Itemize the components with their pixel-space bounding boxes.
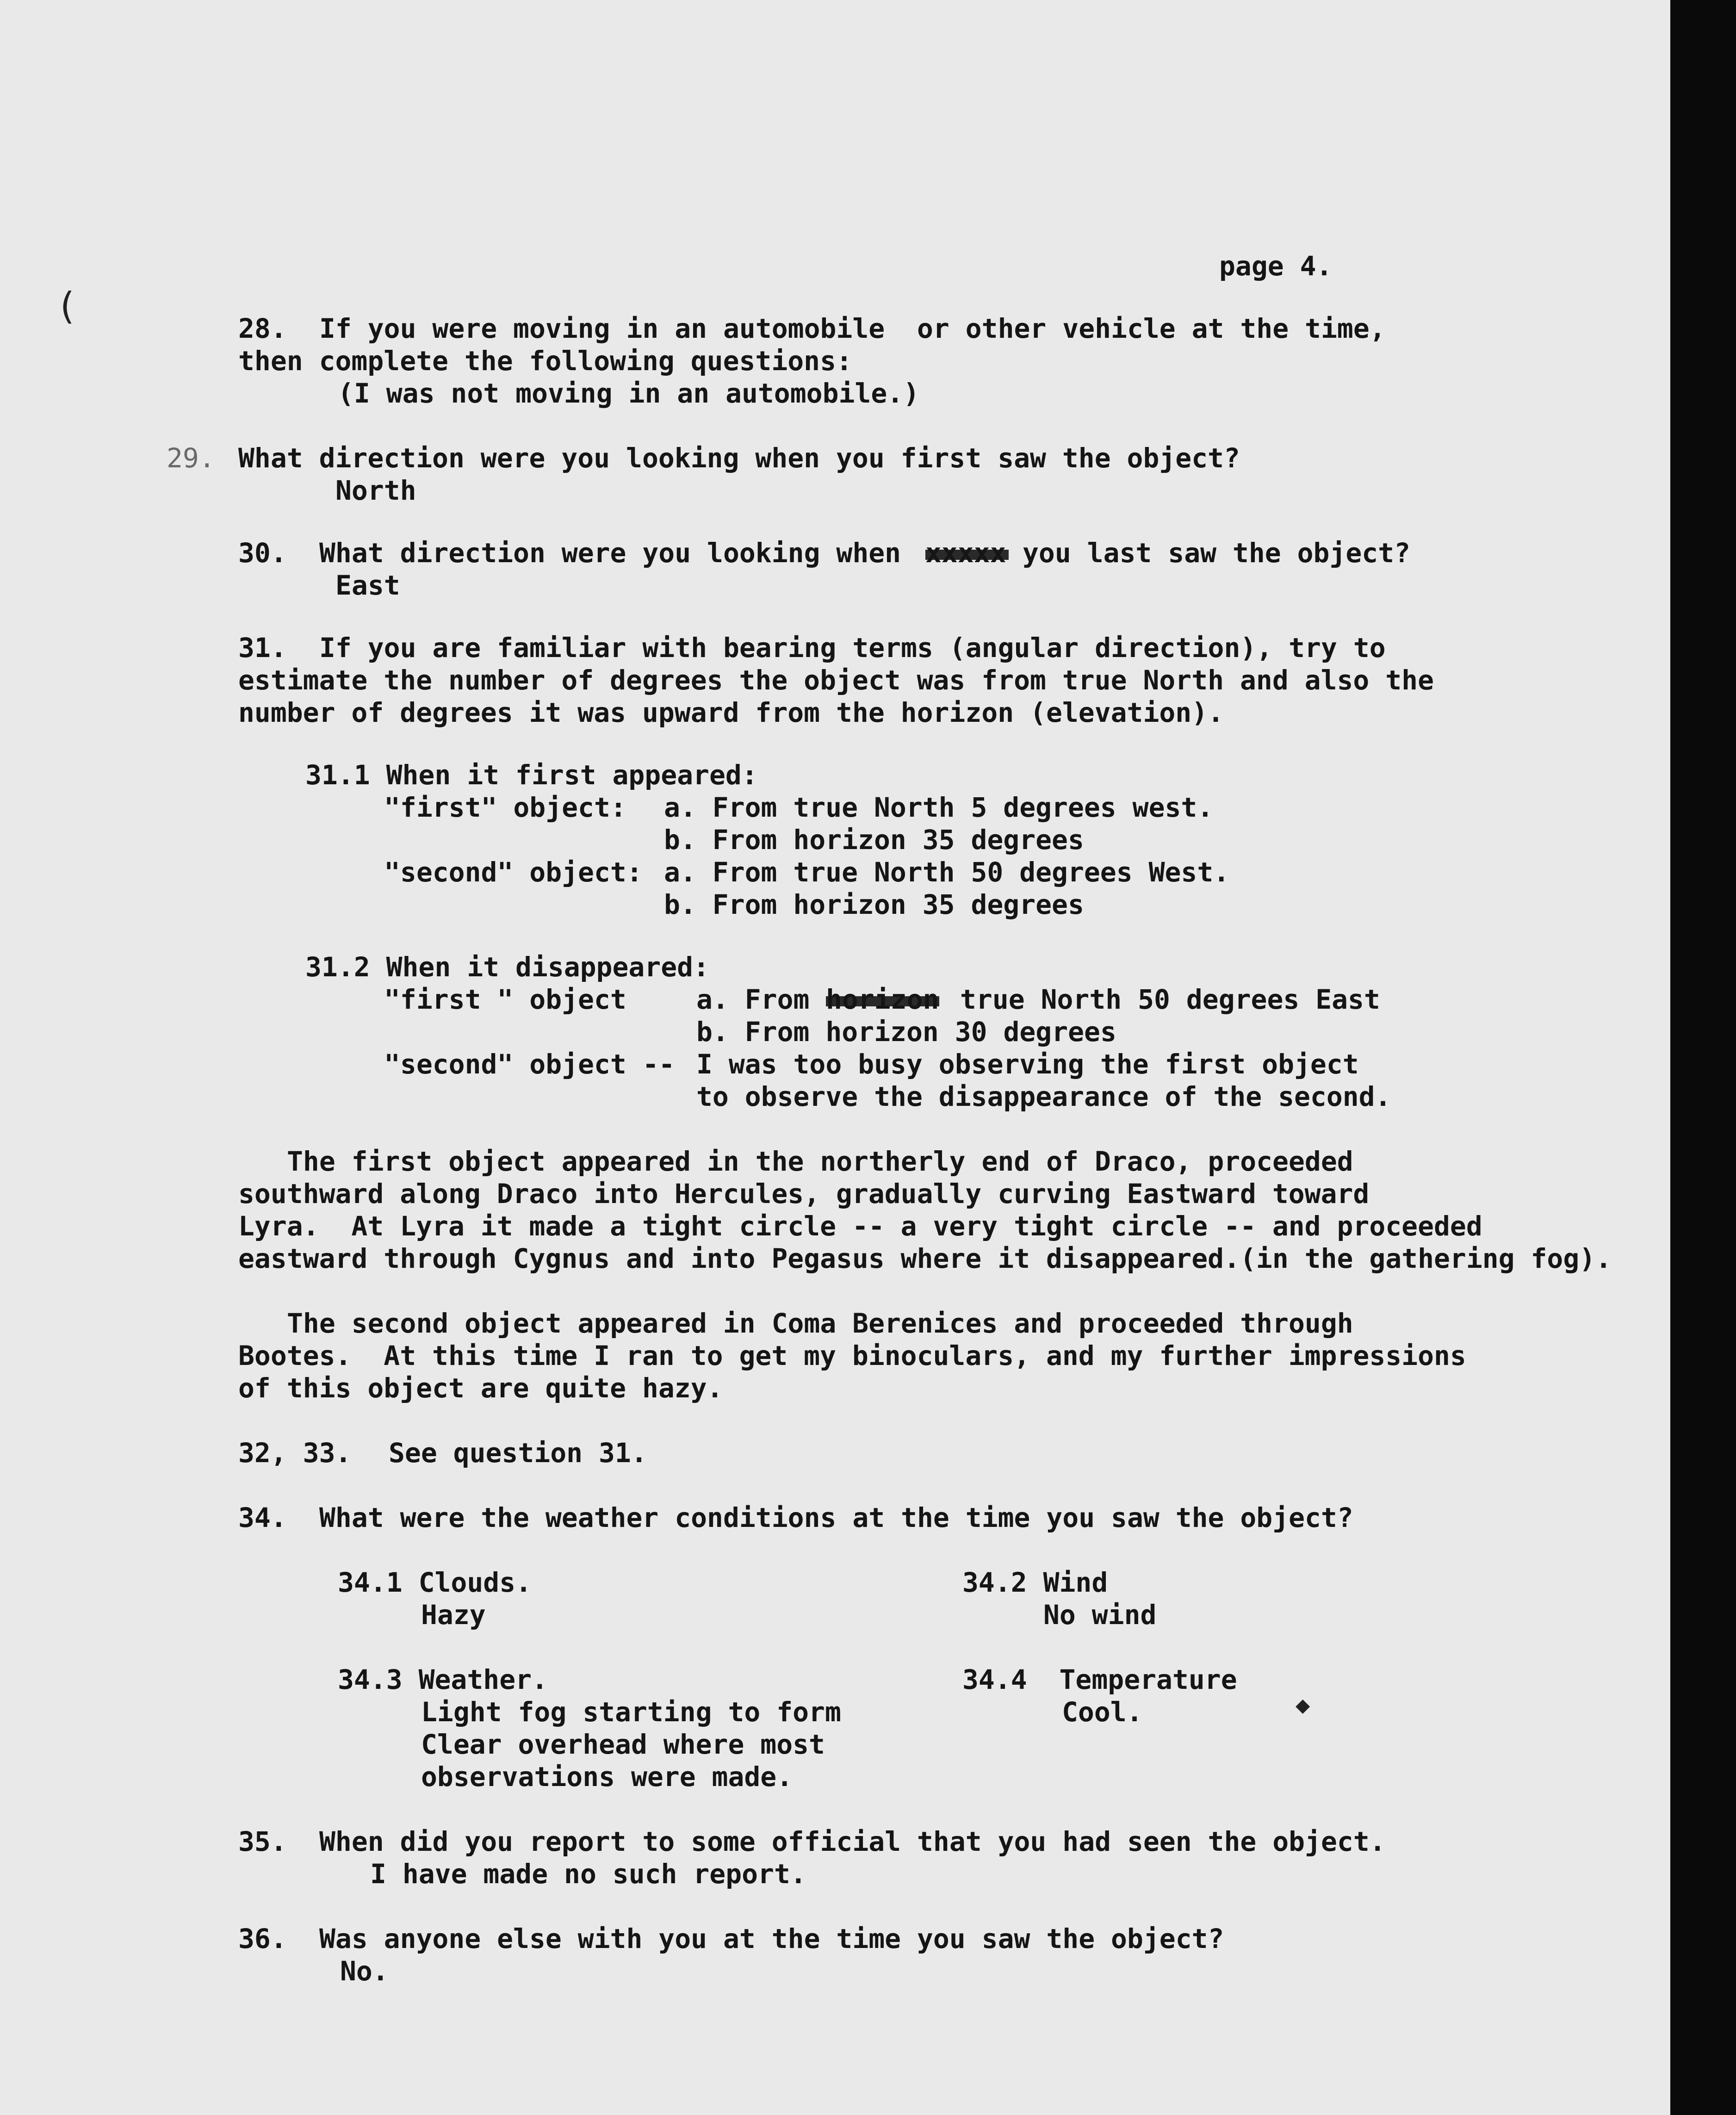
page-number: page 4. xyxy=(1219,250,1333,282)
q31-number: 31. xyxy=(238,632,287,664)
q30-line-1a: What direction were you looking when xyxy=(319,537,901,569)
q31-1-first-b: b. From horizon 35 degrees xyxy=(664,824,1084,856)
q31-2-first-label: "first " object xyxy=(384,984,626,1015)
q34-2-value: No wind xyxy=(1043,1599,1157,1631)
q34-1-label: 34.1 Clouds. xyxy=(338,1567,532,1598)
q31-1-second-a: a. From true North 50 degrees West. xyxy=(664,856,1230,888)
q34-number: 34. xyxy=(238,1502,287,1533)
q31-1-second-b: b. From horizon 35 degrees xyxy=(664,889,1084,920)
q31-1-second-label: "second" object: xyxy=(384,856,643,888)
q32-33-number: 32, 33. xyxy=(238,1437,352,1469)
q34-4-label: 34.4 Temperature xyxy=(962,1664,1237,1695)
q31-2-second-line-1: I was too busy observing the first object xyxy=(696,1048,1359,1080)
q31-1-first-a: a. From true North 5 degrees west. xyxy=(664,792,1214,823)
q29-answer: North xyxy=(335,475,416,506)
para2-line-2: Bootes. At this time I ran to get my binoculars, and my further impressions xyxy=(238,1340,1466,1371)
q35-answer: I have made no such report. xyxy=(370,1858,806,1890)
q28-line-2: then complete the following questions: xyxy=(238,345,852,377)
q34-4-value: Cool. xyxy=(1062,1696,1143,1728)
q31-2-heading: 31.2 When it disappeared: xyxy=(305,951,709,983)
q28-answer: (I was not moving in an automobile.) xyxy=(338,378,920,409)
q29-line-1: What direction were you looking when you first saw the object? xyxy=(238,442,1240,474)
q31-2-first-a-pre: a. From xyxy=(696,984,810,1015)
q29-number: 29. xyxy=(167,442,215,474)
q35-number: 35. xyxy=(238,1826,287,1857)
q31-line-1: If you are familiar with bearing terms (angular direction), try to xyxy=(319,632,1386,664)
q30-line-1b: you last saw the object? xyxy=(1023,537,1411,569)
q30-answer: East xyxy=(335,570,400,601)
para2-line-1: The second object appeared in Coma Berenices and proceeded through xyxy=(287,1308,1353,1339)
q36-number: 36. xyxy=(238,1923,287,1954)
q36-answer: No. xyxy=(340,1955,389,1987)
q34-3-line-2: Clear overhead where most xyxy=(421,1729,825,1760)
q36-line-1: Was anyone else with you at the time you saw the object? xyxy=(319,1923,1224,1954)
q30-strikeout xyxy=(925,550,1009,560)
para1-line-4: eastward through Cygnus and into Pegasus where it disappeared.(in the gathering fog). xyxy=(238,1243,1612,1274)
q34-3-line-1: Light fog starting to form xyxy=(421,1696,841,1728)
margin-parenthesis-mark: ( xyxy=(56,285,78,328)
q31-2-strikeout xyxy=(826,996,939,1006)
para1-line-3: Lyra. At Lyra it made a tight circle -- a very tight circle -- and proceeded xyxy=(238,1210,1482,1242)
q31-line-3: number of degrees it was upward from the horizon (elevation). xyxy=(238,697,1224,728)
para1-line-1: The first object appeared in the northerly end of Draco, proceeded xyxy=(287,1146,1353,1177)
q34-2-label: 34.2 Wind xyxy=(962,1567,1108,1598)
q31-1-heading: 31.1 When it first appeared: xyxy=(305,759,758,791)
para2-line-3: of this object are quite hazy. xyxy=(238,1372,723,1404)
q34-line-1: What were the weather conditions at the time you saw the object? xyxy=(319,1502,1353,1533)
q31-line-2: estimate the number of degrees the object was from true North and also the xyxy=(238,664,1434,696)
q31-2-first-b: b. From horizon 30 degrees xyxy=(696,1016,1116,1048)
para1-line-2: southward along Draco into Hercules, gradually curving Eastward toward xyxy=(238,1178,1370,1209)
q34-1-value: Hazy xyxy=(421,1599,486,1631)
q31-2-first-a-post: true North 50 degrees East xyxy=(960,984,1380,1015)
q32-33-text: See question 31. xyxy=(389,1437,647,1469)
q31-2-second-line-2: to observe the disappearance of the second. xyxy=(696,1081,1391,1112)
arrow-mark-icon: ◆ xyxy=(1296,1691,1310,1719)
q30-number: 30. xyxy=(238,537,287,569)
q28-line-1: If you were moving in an automobile or other vehicle at the time, xyxy=(319,313,1386,344)
q35-line-1: When did you report to some official that you had seen the object. xyxy=(319,1826,1386,1857)
q28-number: 28. xyxy=(238,313,287,344)
q31-2-second-label: "second" object -- xyxy=(384,1048,675,1080)
q31-1-first-label: "first" object: xyxy=(384,792,626,823)
q34-3-line-3: observations were made. xyxy=(421,1761,793,1792)
q34-3-label: 34.3 Weather. xyxy=(338,1664,548,1695)
